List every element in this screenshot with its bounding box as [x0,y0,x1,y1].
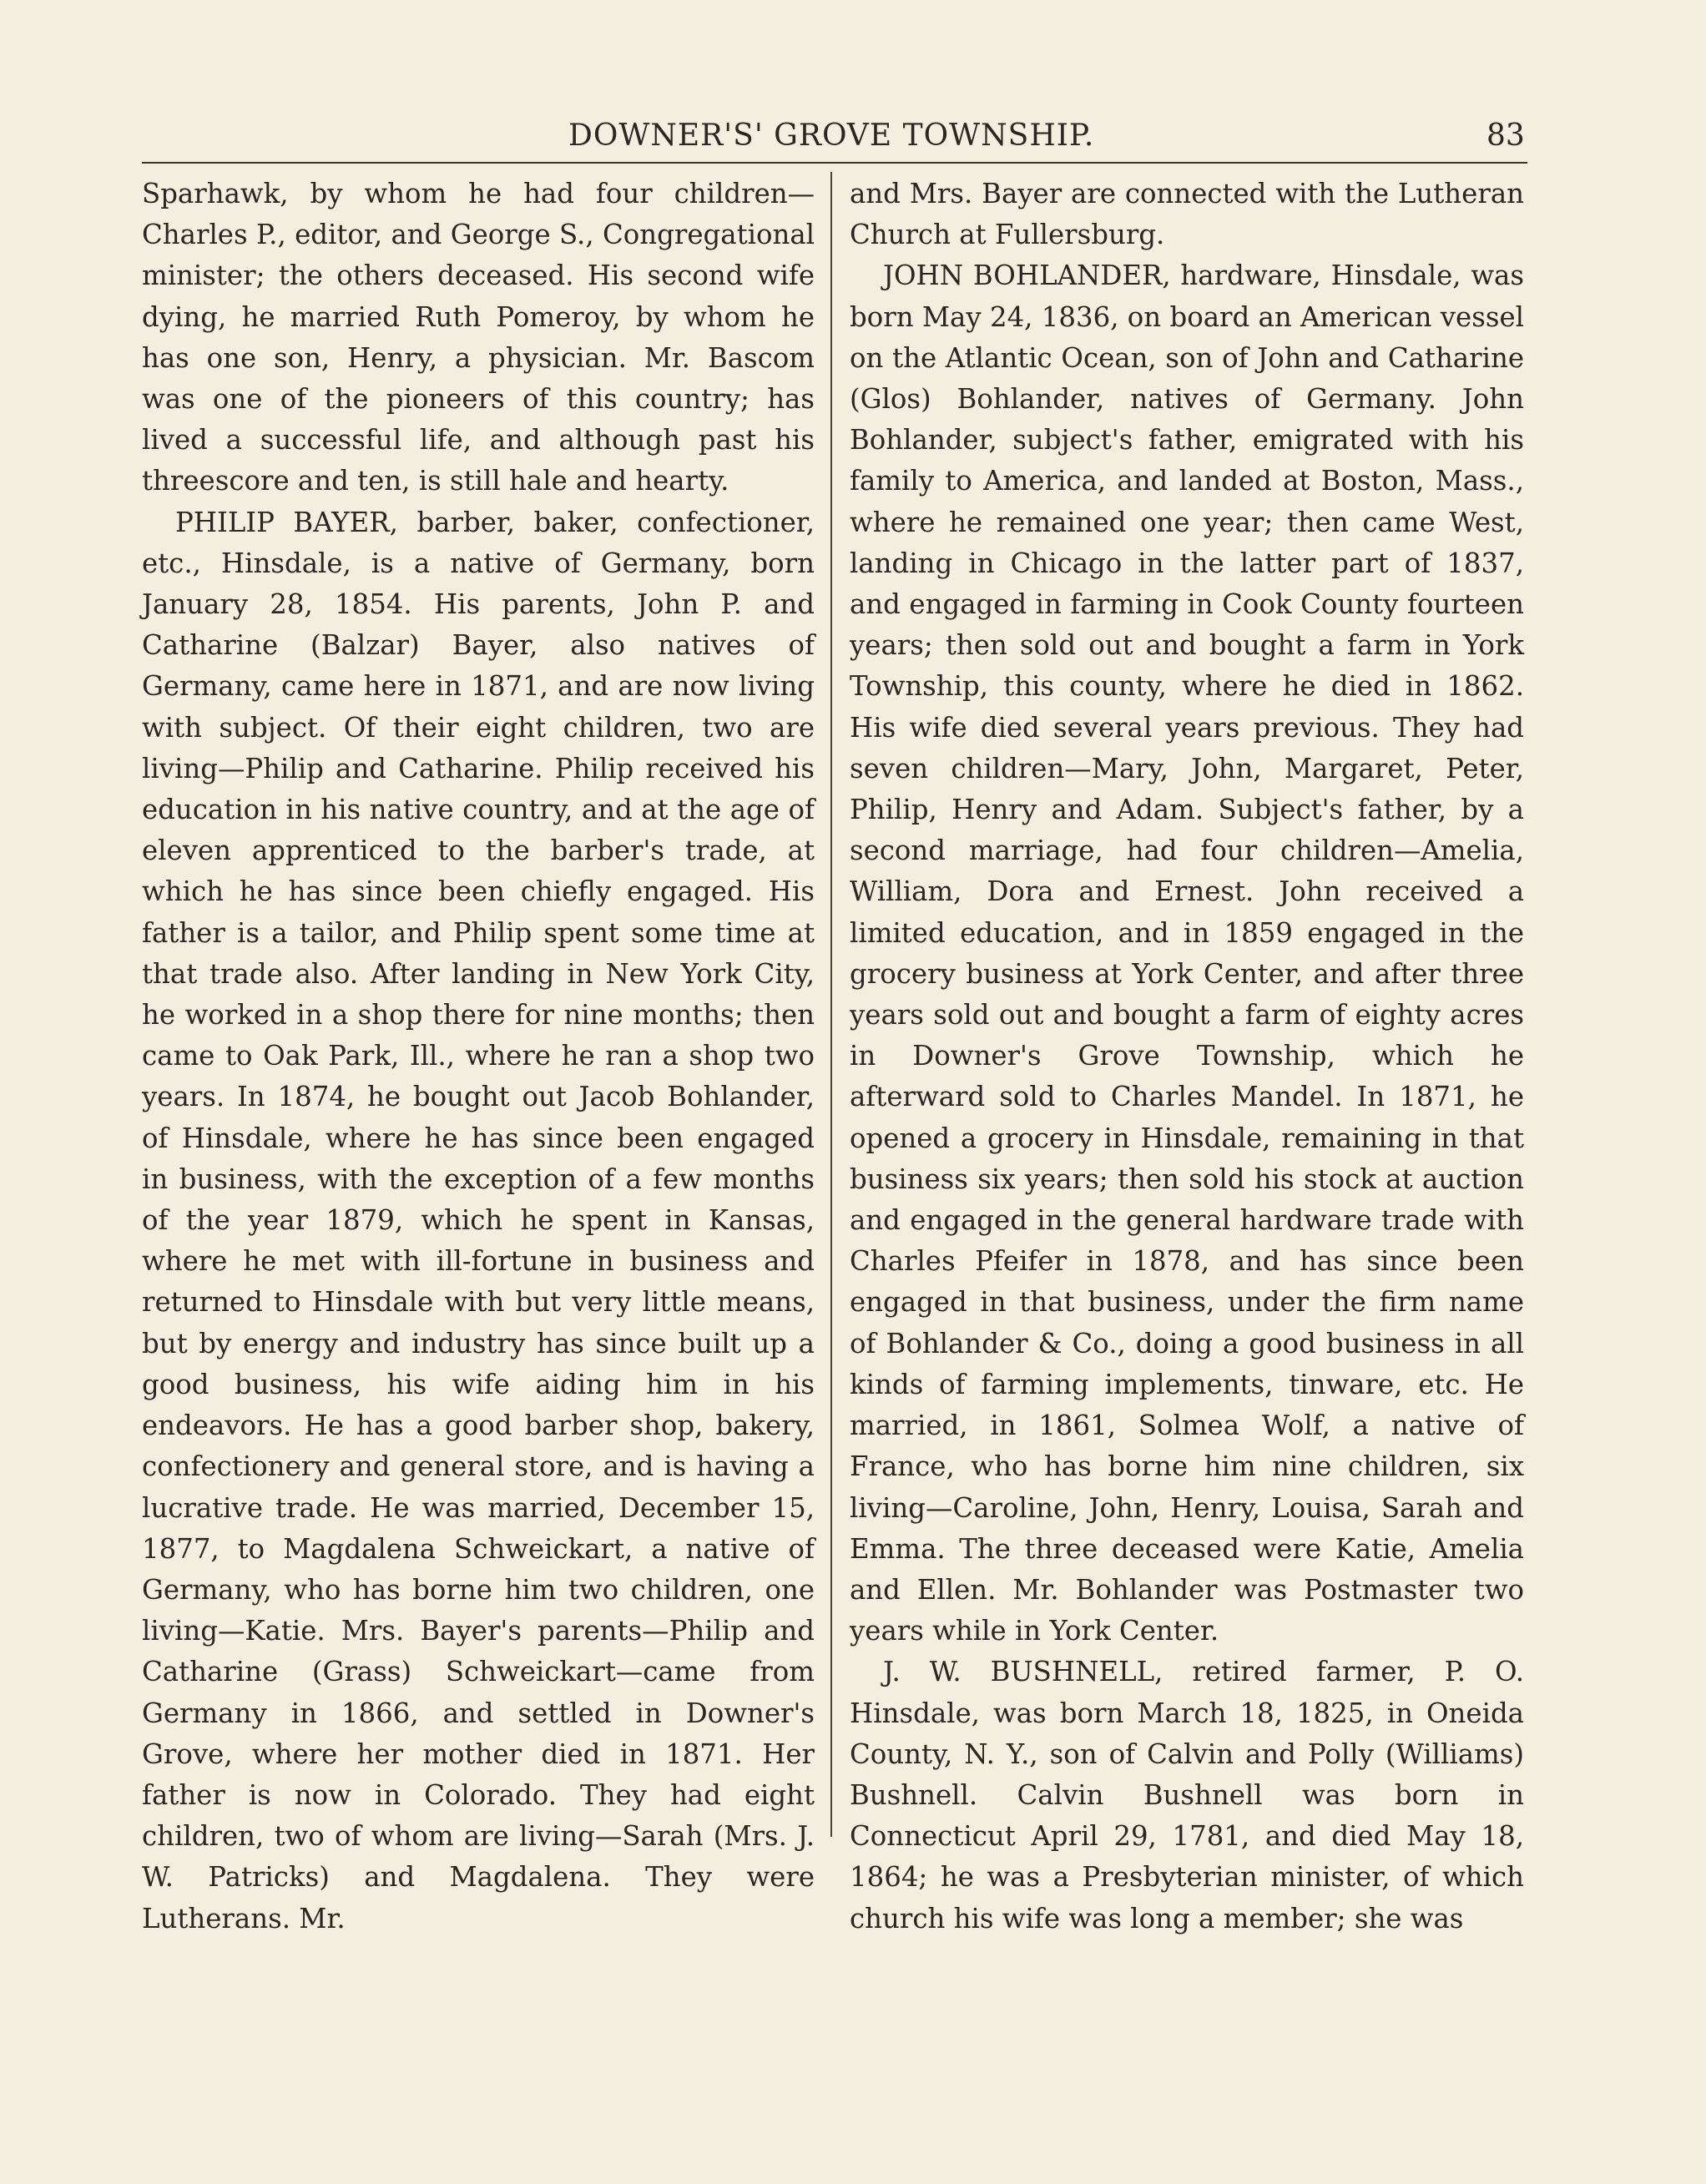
header-title: DOWNER'S' GROVE TOWNSHIP. [568,119,1095,153]
right-column [850,174,1524,1939]
paragraph-john-bohlander: JOHN BOHLANDER, hardware, Hinsdale, was born May 24, 1836, on board an American vessel on the Atlantic Ocean, son of John and Catharine (Glos) Bohlander, natives of Germany. John Bohlander, subject's father, emigrated with his family to America, and landed at Boston, Mass., where he remained one year; then came West, landing in Chicago in the latter part of 1837, and engaged in farming in Cook County fourteen years; then sold out and bought a farm in York Township, this county, where he died in 1862. His wife died several years previous. They had seven children—Mary, John, Margaret, Peter, Philip, Henry and Adam. Subject's father, by a second marriage, had four children—Amelia, William, Dora and Ernest. John received a limited education, and in 1859 engaged in the grocery business at York Center, and after three years sold out and bought a farm of eighty acres in Downer's Grove Township, which he afterward sold to Charles Mandel. In 1871, he opened a grocery in Hinsdale, remaining in that business six years; then sold his stock at auction and engaged in the general hardware trade with Charles Pfeifer in 1878, and has since been engaged in that business, under the firm name of Bohlander & Co., doing a good business in all kinds of farming implements, tinware, etc. He married, in 1861, Solmea Wolf, a native of France, who has borne him nine children, six living—Caroline, John, Henry, Louisa, Sarah and Emma. The three deceased were Katie, Amelia and Ellen. Mr. Bohlander was Postmaster two years while in York Center. [850,260,1524,1647]
left-column [142,174,815,1939]
paragraph-philip-bayer: PHILIP BAYER, barber, baker, confectioner, etc., Hinsdale, is a native of Germany, born January 28, 1854. His parents, John P. and Catharine (Balzar) Bayer, also natives of Germany, came here in 1871, and are now living with subject. Of their eight children, two are living—Philip and Catharine. Philip received his education in his native country, and at the age of eleven apprenticed to the barber's trade, at which he has since been chiefly engaged. His father is a tailor, and Philip spent some time at that trade also. After landing in New York City, he worked in a shop there for nine months; then came to Oak Park, Ill., where he ran a shop two years. In 1874, he bought out Jacob Bohlander, of Hinsdale, where he has since been engaged in business, with the exception of a few months of the year 1879, which he spent in Kansas, where he met with ill-fortune in business and returned to Hinsdale with but very little means, but by energy and industry has since built up a good business, his wife aiding him in his endeavors. He has a good barber shop, bakery, confectionery and general store, and is having a lucrative trade. He was married, December 15, 1877, to Magdalena Schweickart, a native of Germany, who has borne him two children, one living—Katie. Mrs. Bayer's parents—Philip and Catharine (Grass) Schweickart—came from Germany in 1866, and settled in Downer's Grove, where her mother died in 1871. Her father is now in Colorado. They had eight children, two of whom are living—Sarah (Mrs. J. W. Patricks) and Magdalena. They were Lutherans. Mr. [142,506,815,1934]
page-number: 83 [1486,119,1525,153]
column-divider [830,172,832,1837]
paragraph-jw-bushnell: J. W. BUSHNELL, retired farmer, P. O. Hinsdale, was born March 18, 1825, in Oneida County, N. Y., son of Calvin and Polly (Williams) Bushnell. Calvin Bushnell was born in Connecticut April 29, 1781, and died May 18, 1864; he was a Presbyterian minister, of which church his wife was long a member; she was [850,1656,1524,1934]
paragraph-bayer-continued: and Mrs. Bayer are connected with the Lutheran Church at Fullersburg. [850,178,1524,251]
paragraph-bascom-continued: Sparhawk, by whom he had four children—Charles P., editor, and George S., Congregational minister; the others deceased. His second wife dying, he married Ruth Pomeroy, by whom he has one son, Henry, a physician. Mr. Bascom was one of the pioneers of this country; has lived a successful life, and although past his threescore and ten, is still hale and hearty. [142,178,815,497]
header-rule [142,162,1527,164]
running-header [0,115,1706,157]
